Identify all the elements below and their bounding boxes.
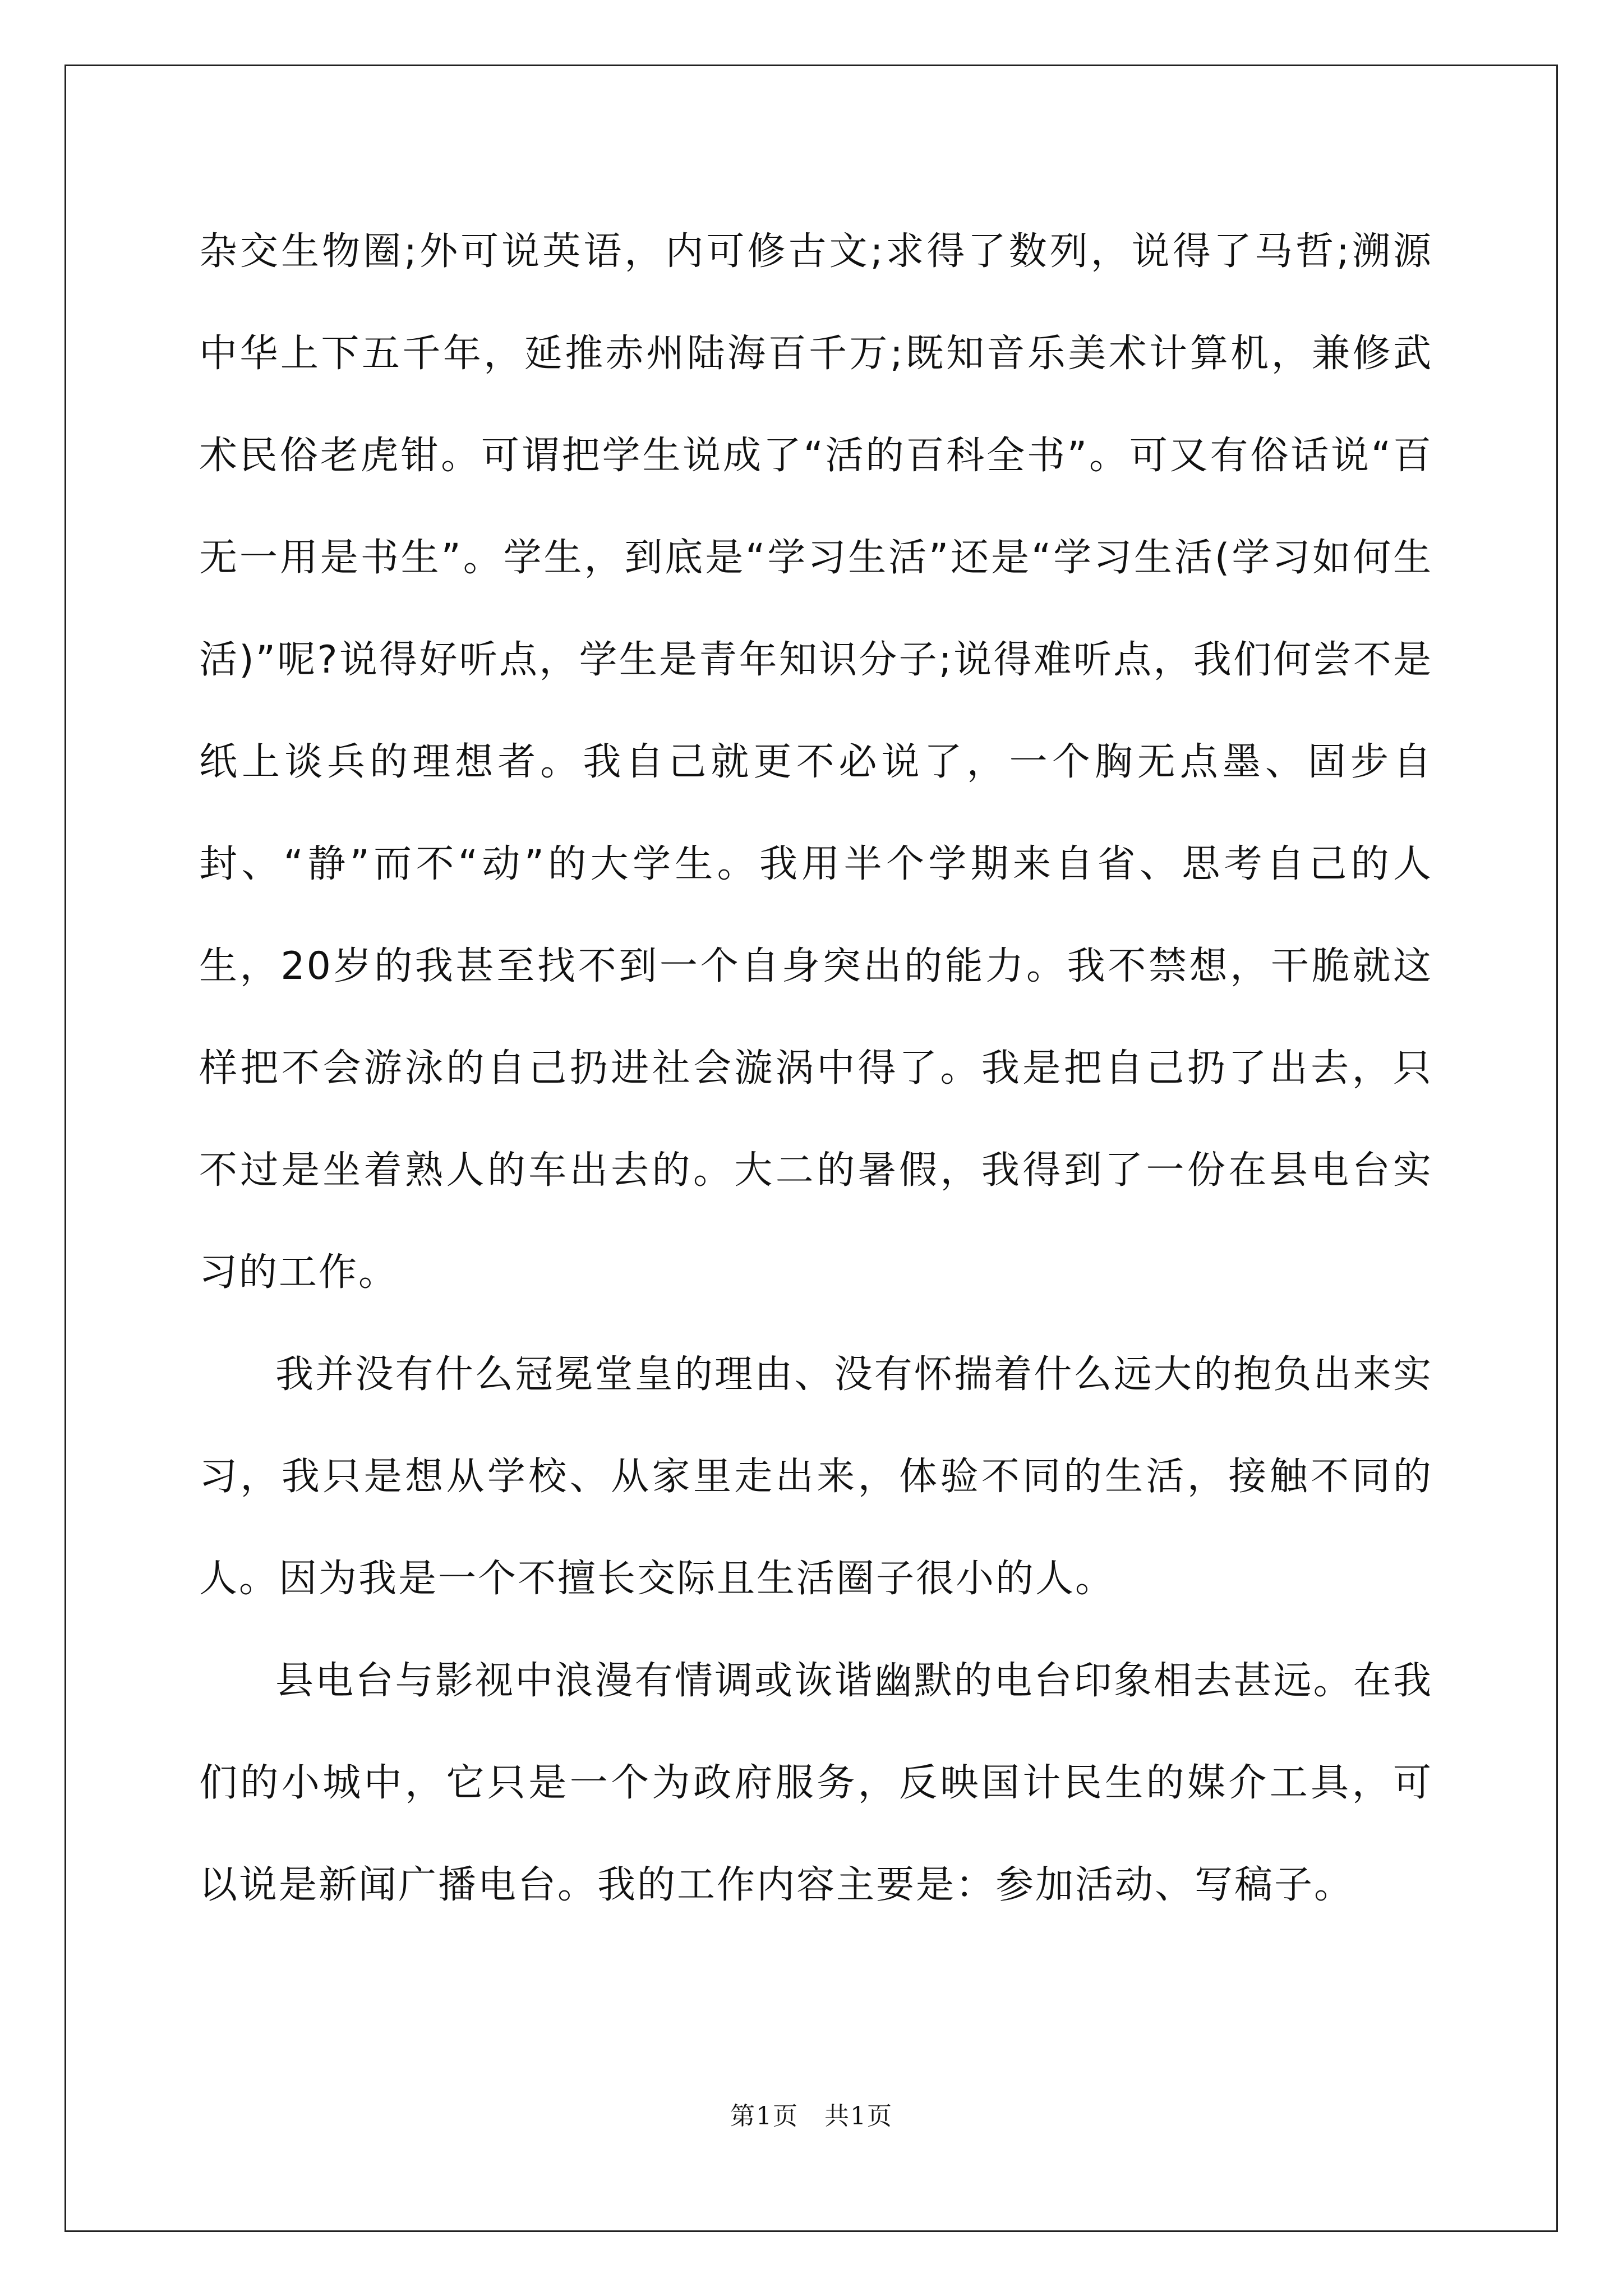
paragraph-3: 县电台与影视中浪漫有情调或诙谐幽默的电台印象相去甚远。在我们的小城中，它只是一个为政府服务，反映国计民生的媒介工具，可以说是新闻广播电台。我的工作内容主要是：参加活动、写稿子。	[199, 1659, 1433, 1907]
page-number-footer: 第1页 共1页	[730, 2102, 893, 2131]
paragraph-1: 杂交生物圈;外可说英语，内可修古文;求得了数列，说得了马哲;溯源中华上下五千年，延推赤州陆海百千万;既知音乐美术计算机，兼修武术民俗老虎钳。可谓把学生说成了“活的百科全书”。可又有俗话说“百无一用是书生”。学生，到底是“学习生活”还是“学习生活(学习如何生活)”呢?说得好听点，学生是青年知识分子;说得难听点，我们何尝不是纸上谈兵的理想者。我自己就更不必说了，一个胸无点墨、固步自封、“静”而不“动”的大学生。我用半个学期来自省、思考自己的人生，20岁的我甚至找不到一个自身突出的能力。我不禁想，干脆就这样把不会游泳的自己扔进社会漩涡中得了。我是把自己扔了出去，只不过是坐着熟人的车出去的。大二的暑假，我得到了一份在县电台实习的工作。	[199, 229, 1433, 1295]
document-body	[199, 201, 1433, 1936]
paragraph-2: 我并没有什么冠冕堂皇的理由、没有怀揣着什么远大的抱负出来实习，我只是想从学校、从家里走出来，体验不同的生活，接触不同的人。因为我是一个不擅长交际且生活圈子很小的人。	[199, 1352, 1433, 1601]
